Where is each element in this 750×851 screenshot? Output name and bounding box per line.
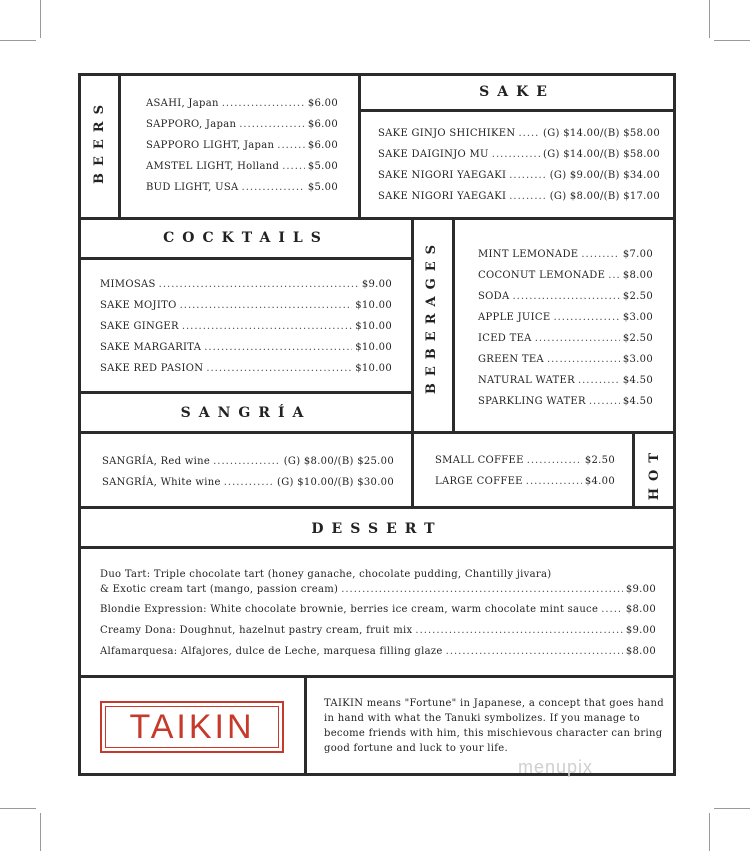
leader-dots <box>581 249 620 260</box>
leader-dots <box>282 161 305 172</box>
beer-item <box>146 119 338 130</box>
item-price: $2.50 <box>622 291 653 302</box>
item-name: Blondie Expression: White chocolate brownie, berries ice cream, warm chocolate mint sauce <box>100 604 599 615</box>
item-name: AMSTEL LIGHT, Holland <box>146 161 280 172</box>
item-name: GREEN TEA <box>478 354 544 365</box>
leader-dots <box>513 291 620 302</box>
dessert-item <box>100 604 656 615</box>
cocktail-item <box>100 279 392 290</box>
dessert-item <box>100 646 656 657</box>
sake-item <box>378 128 660 139</box>
item-price: (G) $9.00/(B) $34.00 <box>549 170 660 181</box>
cocktails-heading: COCKTAILS <box>163 230 329 246</box>
hot-item <box>435 476 615 487</box>
item-price: $5.00 <box>307 182 338 193</box>
item-name: APPLE JUICE <box>478 312 551 323</box>
about-text: TAIKIN means "Fortune" in Japanese, a concept that goes hand in hand with what the Tanuki symbolizes. If you manage to become friends with him, this mischievous character can bring good fortune and luck to your life. <box>324 698 664 754</box>
item-name: SMALL COFFEE <box>435 455 524 466</box>
leader-dots <box>446 646 623 657</box>
item-name: COCONUT LEMONADE <box>478 270 606 281</box>
item-name: SAKE NIGORI YAEGAKI <box>378 191 507 202</box>
leader-dots <box>553 312 619 323</box>
leader-dots <box>182 321 352 332</box>
watermark: menupix <box>518 757 594 777</box>
beverage-item <box>478 270 653 281</box>
divider <box>78 506 676 509</box>
taikin-logo <box>100 701 284 753</box>
beer-item <box>146 182 338 193</box>
item-price: $8.00 <box>622 270 653 281</box>
item-name: SAKE GINGER <box>100 321 179 332</box>
sake-item <box>378 170 660 181</box>
item-price: $4.50 <box>622 375 653 386</box>
leader-dots <box>222 98 305 109</box>
item-price: (G) $10.00/(B) $30.00 <box>277 477 394 488</box>
item-name: SAKE MOJITO <box>100 300 177 311</box>
item-name: Creamy Dona: Doughnut, hazelnut pastry cream, fruit mix <box>100 625 413 636</box>
cocktail-item <box>100 342 392 353</box>
crop-mark <box>714 40 750 41</box>
leader-dots <box>608 270 620 281</box>
divider <box>78 257 414 260</box>
item-price: $8.00 <box>625 646 656 657</box>
logo-text: TAIKIN <box>129 707 255 746</box>
item-name: SAKE GINJO SHICHIKEN <box>378 128 516 139</box>
crop-mark <box>40 813 41 851</box>
sake-heading: SAKE <box>479 84 555 100</box>
item-name: & Exotic cream tart (mango, passion cream) <box>100 584 339 595</box>
beverage-item <box>478 354 653 365</box>
item-price: $3.00 <box>622 354 653 365</box>
leader-dots <box>535 333 620 344</box>
crop-mark <box>40 0 41 38</box>
dessert-description-line: Duo Tart: Triple chocolate tart (honey ganache, chocolate pudding, Chantilly jivara) <box>100 569 552 580</box>
leader-dots <box>224 477 274 488</box>
dessert-item <box>100 584 656 595</box>
item-name: SAKE NIGORI YAEGAKI <box>378 170 507 181</box>
divider <box>78 217 676 220</box>
leader-dots <box>242 182 305 193</box>
leader-dots <box>415 625 622 636</box>
item-price: $5.00 <box>307 161 338 172</box>
item-price: $4.00 <box>584 476 615 487</box>
item-price: $9.00 <box>625 584 656 595</box>
item-price: $3.00 <box>622 312 653 323</box>
divider <box>78 391 414 394</box>
beverage-item <box>478 375 653 386</box>
item-name: MIMOSAS <box>100 279 156 290</box>
divider <box>452 217 455 433</box>
beverage-item <box>478 396 653 407</box>
item-name: LARGE COFFEE <box>435 476 523 487</box>
beer-item <box>146 98 338 109</box>
hot-heading: HOT <box>647 446 662 501</box>
leader-dots <box>509 170 546 181</box>
divider <box>118 73 121 220</box>
item-price: (G) $8.00/(B) $25.00 <box>283 456 394 467</box>
item-price: $2.50 <box>584 455 615 466</box>
crop-mark <box>714 808 750 809</box>
leader-dots <box>509 191 546 202</box>
item-price: $10.00 <box>355 300 392 311</box>
divider <box>78 431 676 434</box>
cocktail-item <box>100 363 392 374</box>
cocktail-item <box>100 300 392 311</box>
item-name: MINT LEMONADE <box>478 249 579 260</box>
leader-dots <box>239 119 305 130</box>
item-name: ASAHI, Japan <box>146 98 219 109</box>
item-price: $2.50 <box>622 333 653 344</box>
leader-dots <box>277 140 305 151</box>
item-price: $9.00 <box>625 625 656 636</box>
leader-dots <box>601 604 623 615</box>
item-name: SANGRÍA, White wine <box>102 477 221 488</box>
dessert-heading: DESSERT <box>311 521 443 537</box>
item-name: SANGRÍA, Red wine <box>102 456 211 467</box>
beverage-item <box>478 249 653 260</box>
hot-item <box>435 455 615 466</box>
item-name: SAKE DAIGINJO MU <box>378 149 489 160</box>
leader-dots <box>547 354 620 365</box>
item-price: $6.00 <box>307 98 338 109</box>
leader-dots <box>527 455 582 466</box>
item-name: SODA <box>478 291 510 302</box>
sangria-heading: SANGRÍA <box>180 405 312 421</box>
leader-dots <box>213 456 281 467</box>
leader-dots <box>159 279 359 290</box>
divider <box>358 109 676 112</box>
item-price: (G) $14.00/(B) $58.00 <box>543 149 660 160</box>
leader-dots <box>204 342 352 353</box>
item-price: (G) $14.00/(B) $58.00 <box>543 128 660 139</box>
item-name: BUD LIGHT, USA <box>146 182 239 193</box>
beverages-heading: BEBERAGES <box>424 238 439 395</box>
beer-item <box>146 140 338 151</box>
cocktail-item <box>100 321 392 332</box>
item-name: SAPPORO, Japan <box>146 119 237 130</box>
leader-dots <box>492 149 540 160</box>
leader-dots <box>518 128 540 139</box>
leader-dots <box>180 300 353 311</box>
divider <box>78 675 676 678</box>
item-name: NATURAL WATER <box>478 375 575 386</box>
item-name: ICED TEA <box>478 333 532 344</box>
beer-item <box>146 161 338 172</box>
divider <box>632 431 635 509</box>
item-price: $4.50 <box>622 396 653 407</box>
item-name: SAKE MARGARITA <box>100 342 202 353</box>
item-price: $10.00 <box>355 321 392 332</box>
item-price: $6.00 <box>307 119 338 130</box>
dessert-item <box>100 625 656 636</box>
item-name: SPARKLING WATER <box>478 396 586 407</box>
divider <box>411 217 414 509</box>
crop-mark <box>0 40 36 41</box>
sake-item <box>378 149 660 160</box>
beverage-item <box>478 333 653 344</box>
item-price: $7.00 <box>622 249 653 260</box>
item-price: $10.00 <box>355 342 392 353</box>
crop-mark <box>709 813 710 851</box>
item-price: $9.00 <box>361 279 392 290</box>
sangria-item <box>102 456 394 467</box>
item-price: $8.00 <box>625 604 656 615</box>
leader-dots <box>578 375 620 386</box>
beverage-item <box>478 291 653 302</box>
item-name: SAPPORO LIGHT, Japan <box>146 140 275 151</box>
divider <box>304 675 307 776</box>
divider <box>78 546 676 549</box>
leader-dots <box>341 584 623 595</box>
item-price: $10.00 <box>355 363 392 374</box>
crop-mark <box>709 0 710 38</box>
item-price: (G) $8.00/(B) $17.00 <box>549 191 660 202</box>
leader-dots <box>589 396 620 407</box>
item-price: $6.00 <box>307 140 338 151</box>
sake-item <box>378 191 660 202</box>
item-name: SAKE RED PASION <box>100 363 204 374</box>
crop-mark <box>0 808 36 809</box>
leader-dots <box>206 363 352 374</box>
leader-dots <box>526 476 582 487</box>
sangria-item <box>102 477 394 488</box>
item-name: Alfamarquesa: Alfajores, dulce de Leche, marquesa filling glaze <box>100 646 443 657</box>
beverage-item <box>478 312 653 323</box>
beers-heading: BEERS <box>92 98 107 184</box>
